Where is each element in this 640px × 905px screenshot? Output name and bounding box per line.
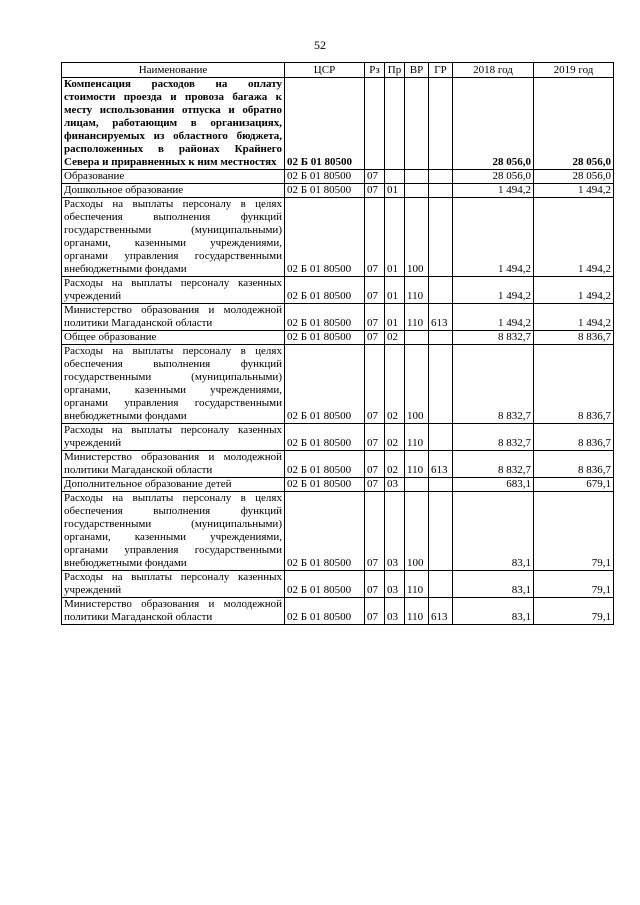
row-csr: 02 Б 01 80500 xyxy=(285,345,365,424)
row-value-2018: 83,1 xyxy=(453,571,534,598)
row-name: Дошкольное образование xyxy=(62,184,285,198)
row-csr: 02 Б 01 80500 xyxy=(285,478,365,492)
page-number: 52 xyxy=(314,38,326,52)
row-pr: 02 xyxy=(385,451,405,478)
row-pr: 03 xyxy=(385,598,405,625)
row-pr: 02 xyxy=(385,345,405,424)
row-csr: 02 Б 01 80500 xyxy=(285,571,365,598)
row-value-2018: 28 056,0 xyxy=(453,78,534,170)
row-vr: 100 xyxy=(405,198,429,277)
row-pr: 03 xyxy=(385,571,405,598)
column-header-name: Наименование xyxy=(62,63,285,78)
row-pr: 03 xyxy=(385,478,405,492)
row-name: Расходы на выплаты персоналу казенных учреждений xyxy=(62,424,285,451)
row-rz: 07 xyxy=(365,184,385,198)
row-vr xyxy=(405,170,429,184)
column-header-pr: Пр xyxy=(385,63,405,78)
row-name: Дополнительное образование детей xyxy=(62,478,285,492)
row-name: Расходы на выплаты персоналу казенных учреждений xyxy=(62,571,285,598)
row-rz: 07 xyxy=(365,571,385,598)
table-row xyxy=(62,184,614,198)
table-row xyxy=(62,598,614,625)
row-rz: 07 xyxy=(365,277,385,304)
row-value-2019: 8 836,7 xyxy=(534,331,614,345)
row-vr: 110 xyxy=(405,277,429,304)
row-value-2018: 683,1 xyxy=(453,478,534,492)
row-value-2019: 79,1 xyxy=(534,571,614,598)
row-pr: 01 xyxy=(385,277,405,304)
row-gr xyxy=(429,571,453,598)
row-gr xyxy=(429,277,453,304)
row-csr: 02 Б 01 80500 xyxy=(285,78,365,170)
header-row xyxy=(62,63,614,78)
row-value-2018: 1 494,2 xyxy=(453,184,534,198)
row-value-2019: 1 494,2 xyxy=(534,184,614,198)
table-row xyxy=(62,571,614,598)
row-csr: 02 Б 01 80500 xyxy=(285,198,365,277)
column-header-csr: ЦСР xyxy=(285,63,365,78)
row-gr xyxy=(429,331,453,345)
row-gr xyxy=(429,478,453,492)
row-gr xyxy=(429,78,453,170)
row-value-2019: 1 494,2 xyxy=(534,277,614,304)
row-value-2018: 8 832,7 xyxy=(453,345,534,424)
row-gr: 613 xyxy=(429,304,453,331)
table-row xyxy=(62,304,614,331)
table-row xyxy=(62,277,614,304)
row-csr: 02 Б 01 80500 xyxy=(285,492,365,571)
row-value-2019: 1 494,2 xyxy=(534,304,614,331)
row-name: Расходы на выплаты персоналу в целях обеспечения выполнения функций государственными (муниципальными) органами, казенными учреждениями, органами управления государственными внебюджетными фондами xyxy=(62,492,285,571)
row-rz: 07 xyxy=(365,331,385,345)
row-value-2018: 28 056,0 xyxy=(453,170,534,184)
row-rz: 07 xyxy=(365,492,385,571)
row-name: Министерство образования и молодежной политики Магаданской области xyxy=(62,304,285,331)
row-name: Компенсация расходов на оплату стоимости проезда и провоза багажа к месту использования отпуска и обратно лицам, работающим в организациях, финансируемых из областного бюджета, расположенных в районах Крайнего Севера и приравненных к ним местностях xyxy=(62,78,285,170)
row-value-2019: 28 056,0 xyxy=(534,170,614,184)
row-pr xyxy=(385,78,405,170)
row-rz xyxy=(365,78,385,170)
row-value-2018: 83,1 xyxy=(453,492,534,571)
table-row xyxy=(62,331,614,345)
row-name: Расходы на выплаты персоналу в целях обеспечения выполнения функций государственными (муниципальными) органами, казенными учреждениями, органами управления государственными внебюджетными фондами xyxy=(62,345,285,424)
row-gr xyxy=(429,492,453,571)
row-rz: 07 xyxy=(365,304,385,331)
row-csr: 02 Б 01 80500 xyxy=(285,424,365,451)
row-value-2018: 1 494,2 xyxy=(453,304,534,331)
row-value-2019: 8 836,7 xyxy=(534,451,614,478)
row-value-2019: 28 056,0 xyxy=(534,78,614,170)
row-csr: 02 Б 01 80500 xyxy=(285,598,365,625)
row-name: Расходы на выплаты персоналу казенных учреждений xyxy=(62,277,285,304)
table-body xyxy=(62,78,614,625)
row-rz: 07 xyxy=(365,424,385,451)
budget-table xyxy=(61,62,614,625)
row-csr: 02 Б 01 80500 xyxy=(285,170,365,184)
row-value-2019: 79,1 xyxy=(534,492,614,571)
row-value-2018: 83,1 xyxy=(453,598,534,625)
table-row xyxy=(62,492,614,571)
row-rz: 07 xyxy=(365,451,385,478)
row-rz: 07 xyxy=(365,345,385,424)
row-vr xyxy=(405,184,429,198)
row-rz: 07 xyxy=(365,198,385,277)
row-gr xyxy=(429,198,453,277)
row-pr: 01 xyxy=(385,304,405,331)
row-pr: 01 xyxy=(385,184,405,198)
row-vr xyxy=(405,331,429,345)
table-row xyxy=(62,170,614,184)
column-header-gr: ГР xyxy=(429,63,453,78)
row-value-2019: 1 494,2 xyxy=(534,198,614,277)
table-row xyxy=(62,345,614,424)
row-value-2019: 79,1 xyxy=(534,598,614,625)
row-csr: 02 Б 01 80500 xyxy=(285,304,365,331)
row-vr: 100 xyxy=(405,492,429,571)
column-header-rz: Рз xyxy=(365,63,385,78)
column-header-2018: 2018 год xyxy=(453,63,534,78)
row-name: Министерство образования и молодежной политики Магаданской области xyxy=(62,451,285,478)
column-header-2019: 2019 год xyxy=(534,63,614,78)
row-value-2019: 679,1 xyxy=(534,478,614,492)
row-name: Министерство образования и молодежной политики Магаданской области xyxy=(62,598,285,625)
row-rz: 07 xyxy=(365,478,385,492)
row-rz: 07 xyxy=(365,170,385,184)
row-gr: 613 xyxy=(429,598,453,625)
row-vr: 110 xyxy=(405,451,429,478)
row-vr: 110 xyxy=(405,571,429,598)
row-vr xyxy=(405,78,429,170)
row-pr: 03 xyxy=(385,492,405,571)
row-value-2018: 8 832,7 xyxy=(453,424,534,451)
row-gr xyxy=(429,184,453,198)
column-header-vr: ВР xyxy=(405,63,429,78)
row-vr: 110 xyxy=(405,304,429,331)
row-pr: 01 xyxy=(385,198,405,277)
table-row xyxy=(62,451,614,478)
row-value-2018: 1 494,2 xyxy=(453,277,534,304)
row-value-2018: 1 494,2 xyxy=(453,198,534,277)
row-csr: 02 Б 01 80500 xyxy=(285,331,365,345)
row-csr: 02 Б 01 80500 xyxy=(285,277,365,304)
table-row xyxy=(62,198,614,277)
row-name: Расходы на выплаты персоналу в целях обеспечения выполнения функций государственными (муниципальными) органами, казенными учреждениями, органами управления государственными внебюджетными фондами xyxy=(62,198,285,277)
row-value-2018: 8 832,7 xyxy=(453,451,534,478)
row-vr: 110 xyxy=(405,598,429,625)
row-value-2018: 8 832,7 xyxy=(453,331,534,345)
row-gr xyxy=(429,345,453,424)
row-csr: 02 Б 01 80500 xyxy=(285,184,365,198)
row-name: Образование xyxy=(62,170,285,184)
row-vr: 100 xyxy=(405,345,429,424)
table-row xyxy=(62,424,614,451)
row-value-2019: 8 836,7 xyxy=(534,424,614,451)
row-pr xyxy=(385,170,405,184)
row-csr: 02 Б 01 80500 xyxy=(285,451,365,478)
row-gr: 613 xyxy=(429,451,453,478)
row-gr xyxy=(429,170,453,184)
row-pr: 02 xyxy=(385,331,405,345)
row-gr xyxy=(429,424,453,451)
row-pr: 02 xyxy=(385,424,405,451)
table-row xyxy=(62,78,614,170)
row-vr: 110 xyxy=(405,424,429,451)
row-vr xyxy=(405,478,429,492)
row-rz: 07 xyxy=(365,598,385,625)
row-name: Общее образование xyxy=(62,331,285,345)
table-row xyxy=(62,478,614,492)
row-value-2019: 8 836,7 xyxy=(534,345,614,424)
